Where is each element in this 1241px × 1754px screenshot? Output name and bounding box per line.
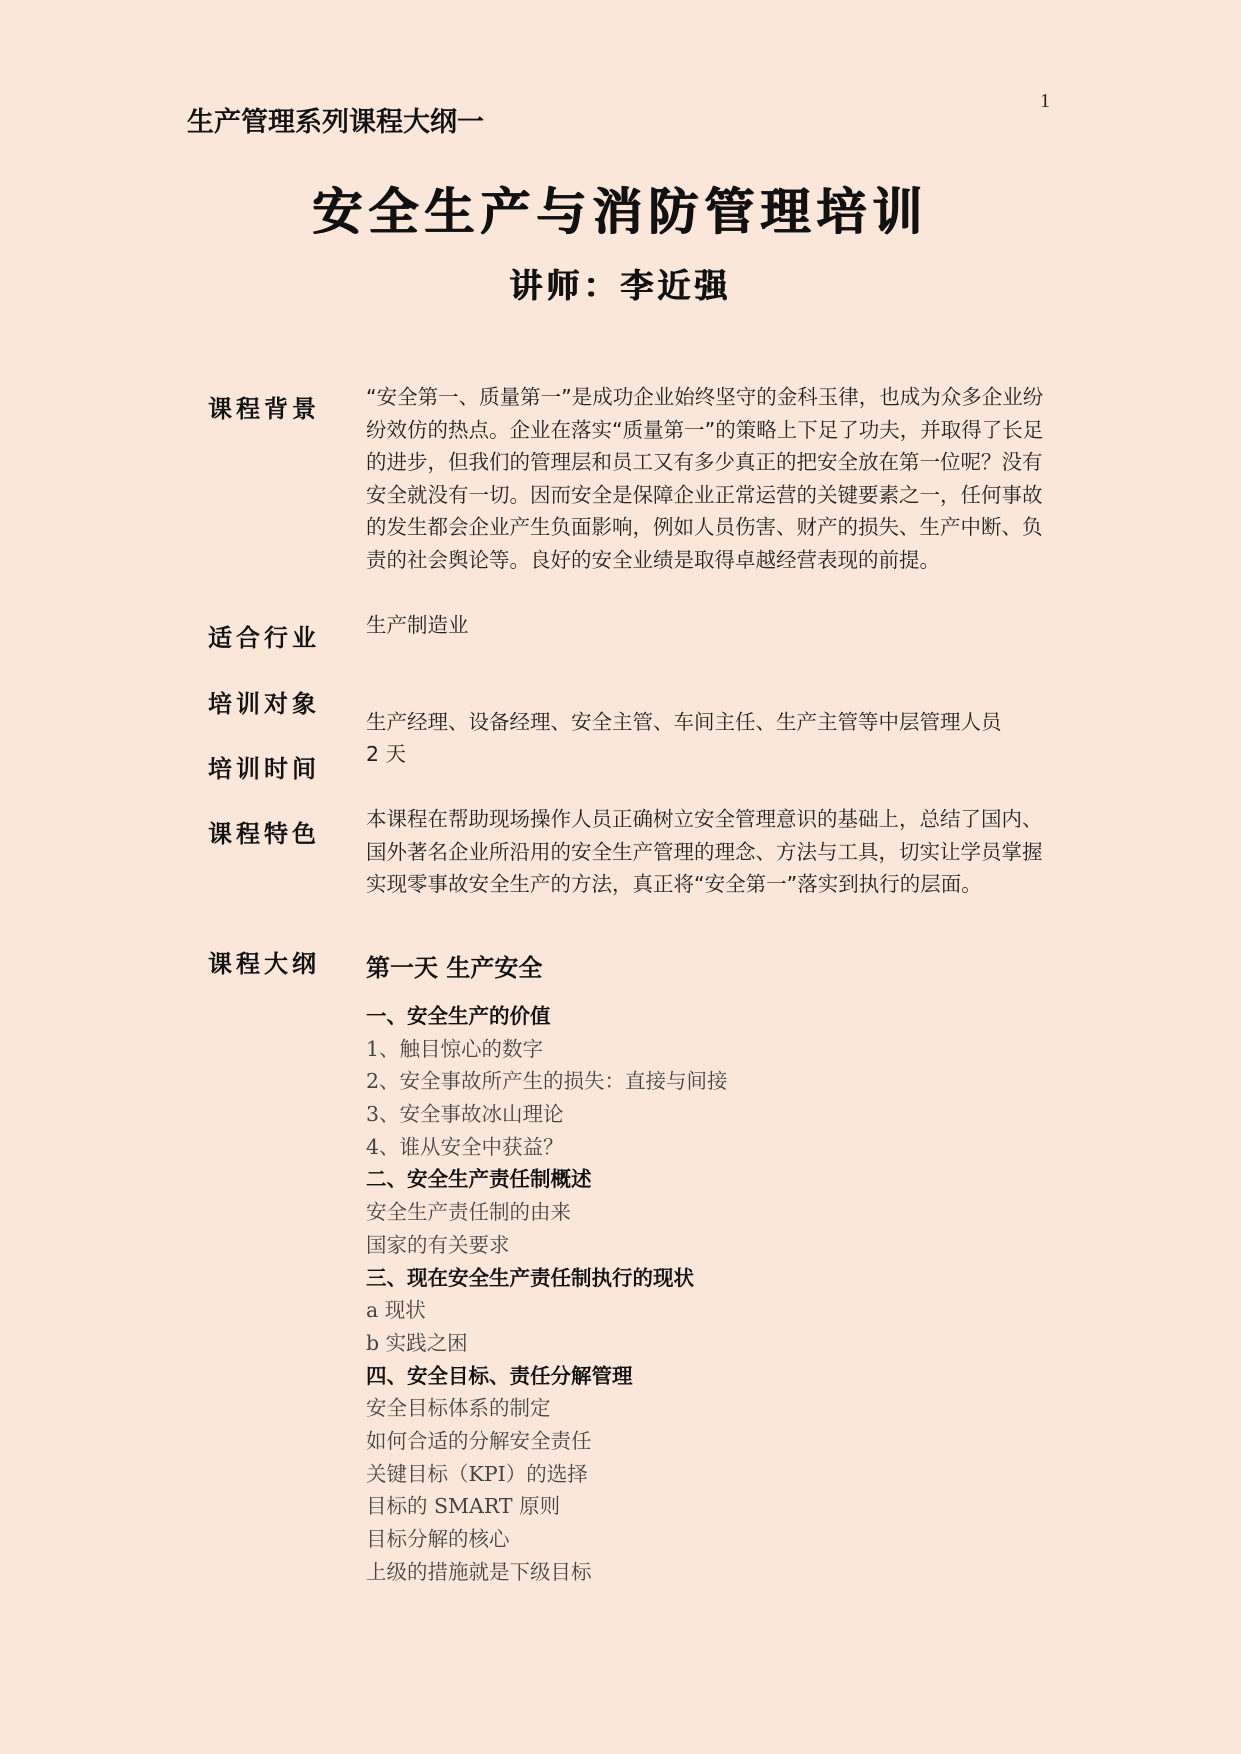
outline-item: 目标的 SMART 原则 xyxy=(366,1494,561,1519)
series-title: 生产管理系列课程大纲一 xyxy=(187,107,484,138)
label-course-background: 课程背景 xyxy=(208,394,320,423)
day-one-title: 第一天 生产安全 xyxy=(366,954,543,982)
outline-section-title: 三、现在安全生产责任制执行的现状 xyxy=(366,1265,694,1290)
label-features: 课程特色 xyxy=(208,819,320,848)
course-background-text: “安全第一、质量第一”是成功企业始终坚守的金科玉律，也成为众多企业纷纷效仿的热点。企业在落实“质量第一”的策略上下足了功夫，并取得了长足的进步，但我们的管理层和员工又有多少真正的把安全放在第一位呢？没有安全就没有一切。因而安全是保障企业正常运营的关键要素之一，任何事故的发生都会企业产生负面影响，例如人员伤害、财产的损失、生产中断、负责的社会舆论等。良好的安全业绩是取得卓越经营表现的前提。 xyxy=(366,385,1044,572)
main-title: 安全生产与消防管理培训 xyxy=(312,182,929,241)
outline-item: 安全生产责任制的由来 xyxy=(366,1200,571,1225)
outline-section-title: 二、安全生产责任制概述 xyxy=(366,1167,592,1192)
outline-section-title: 四、安全目标、责任分解管理 xyxy=(366,1363,633,1388)
course-outline xyxy=(366,950,1056,1588)
outline-item: 如何合适的分解安全责任 xyxy=(366,1428,592,1453)
audience-text: 生产经理、设备经理、安全主管、车间主任、生产主管等中层管理人员 xyxy=(366,710,1002,734)
outline-item: 1、触目惊心的数字 xyxy=(366,1036,544,1061)
outline-item: 3、安全事故冰山理论 xyxy=(366,1102,564,1127)
outline-item: 2、安全事故所产生的损失：直接与间接 xyxy=(366,1069,728,1094)
page-number: 1 xyxy=(1040,90,1050,112)
industry-text: 生产制造业 xyxy=(366,613,469,637)
outline-item: 安全目标体系的制定 xyxy=(366,1396,551,1421)
instructor-line: 讲师：李近强 xyxy=(509,266,732,305)
duration-text: 2 天 xyxy=(366,742,407,766)
outline-item: 国家的有关要求 xyxy=(366,1232,510,1257)
outline-item: 上级的措施就是下级目标 xyxy=(366,1559,592,1584)
outline-item: b 实践之困 xyxy=(366,1330,468,1355)
outline-section-title: 一、安全生产的价值 xyxy=(366,1004,551,1028)
outline-item: 关键目标（KPI）的选择 xyxy=(366,1461,588,1486)
features-text: 本课程在帮助现场操作人员正确树立安全管理意识的基础上，总结了国内、国外著名企业所沿用的安全生产管理的理念、方法与工具，切实让学员掌握实现零事故安全生产的方法，真正将“安全第一”落实到执行的层面。 xyxy=(366,807,1043,896)
label-duration: 培训时间 xyxy=(208,754,320,783)
label-industry: 适合行业 xyxy=(208,623,320,652)
label-outline: 课程大纲 xyxy=(208,949,320,978)
label-audience: 培训对象 xyxy=(208,689,320,718)
outline-item: a 现状 xyxy=(366,1298,426,1323)
outline-item: 目标分解的核心 xyxy=(366,1527,510,1551)
outline-item: 4、谁从安全中获益？ xyxy=(366,1134,564,1159)
